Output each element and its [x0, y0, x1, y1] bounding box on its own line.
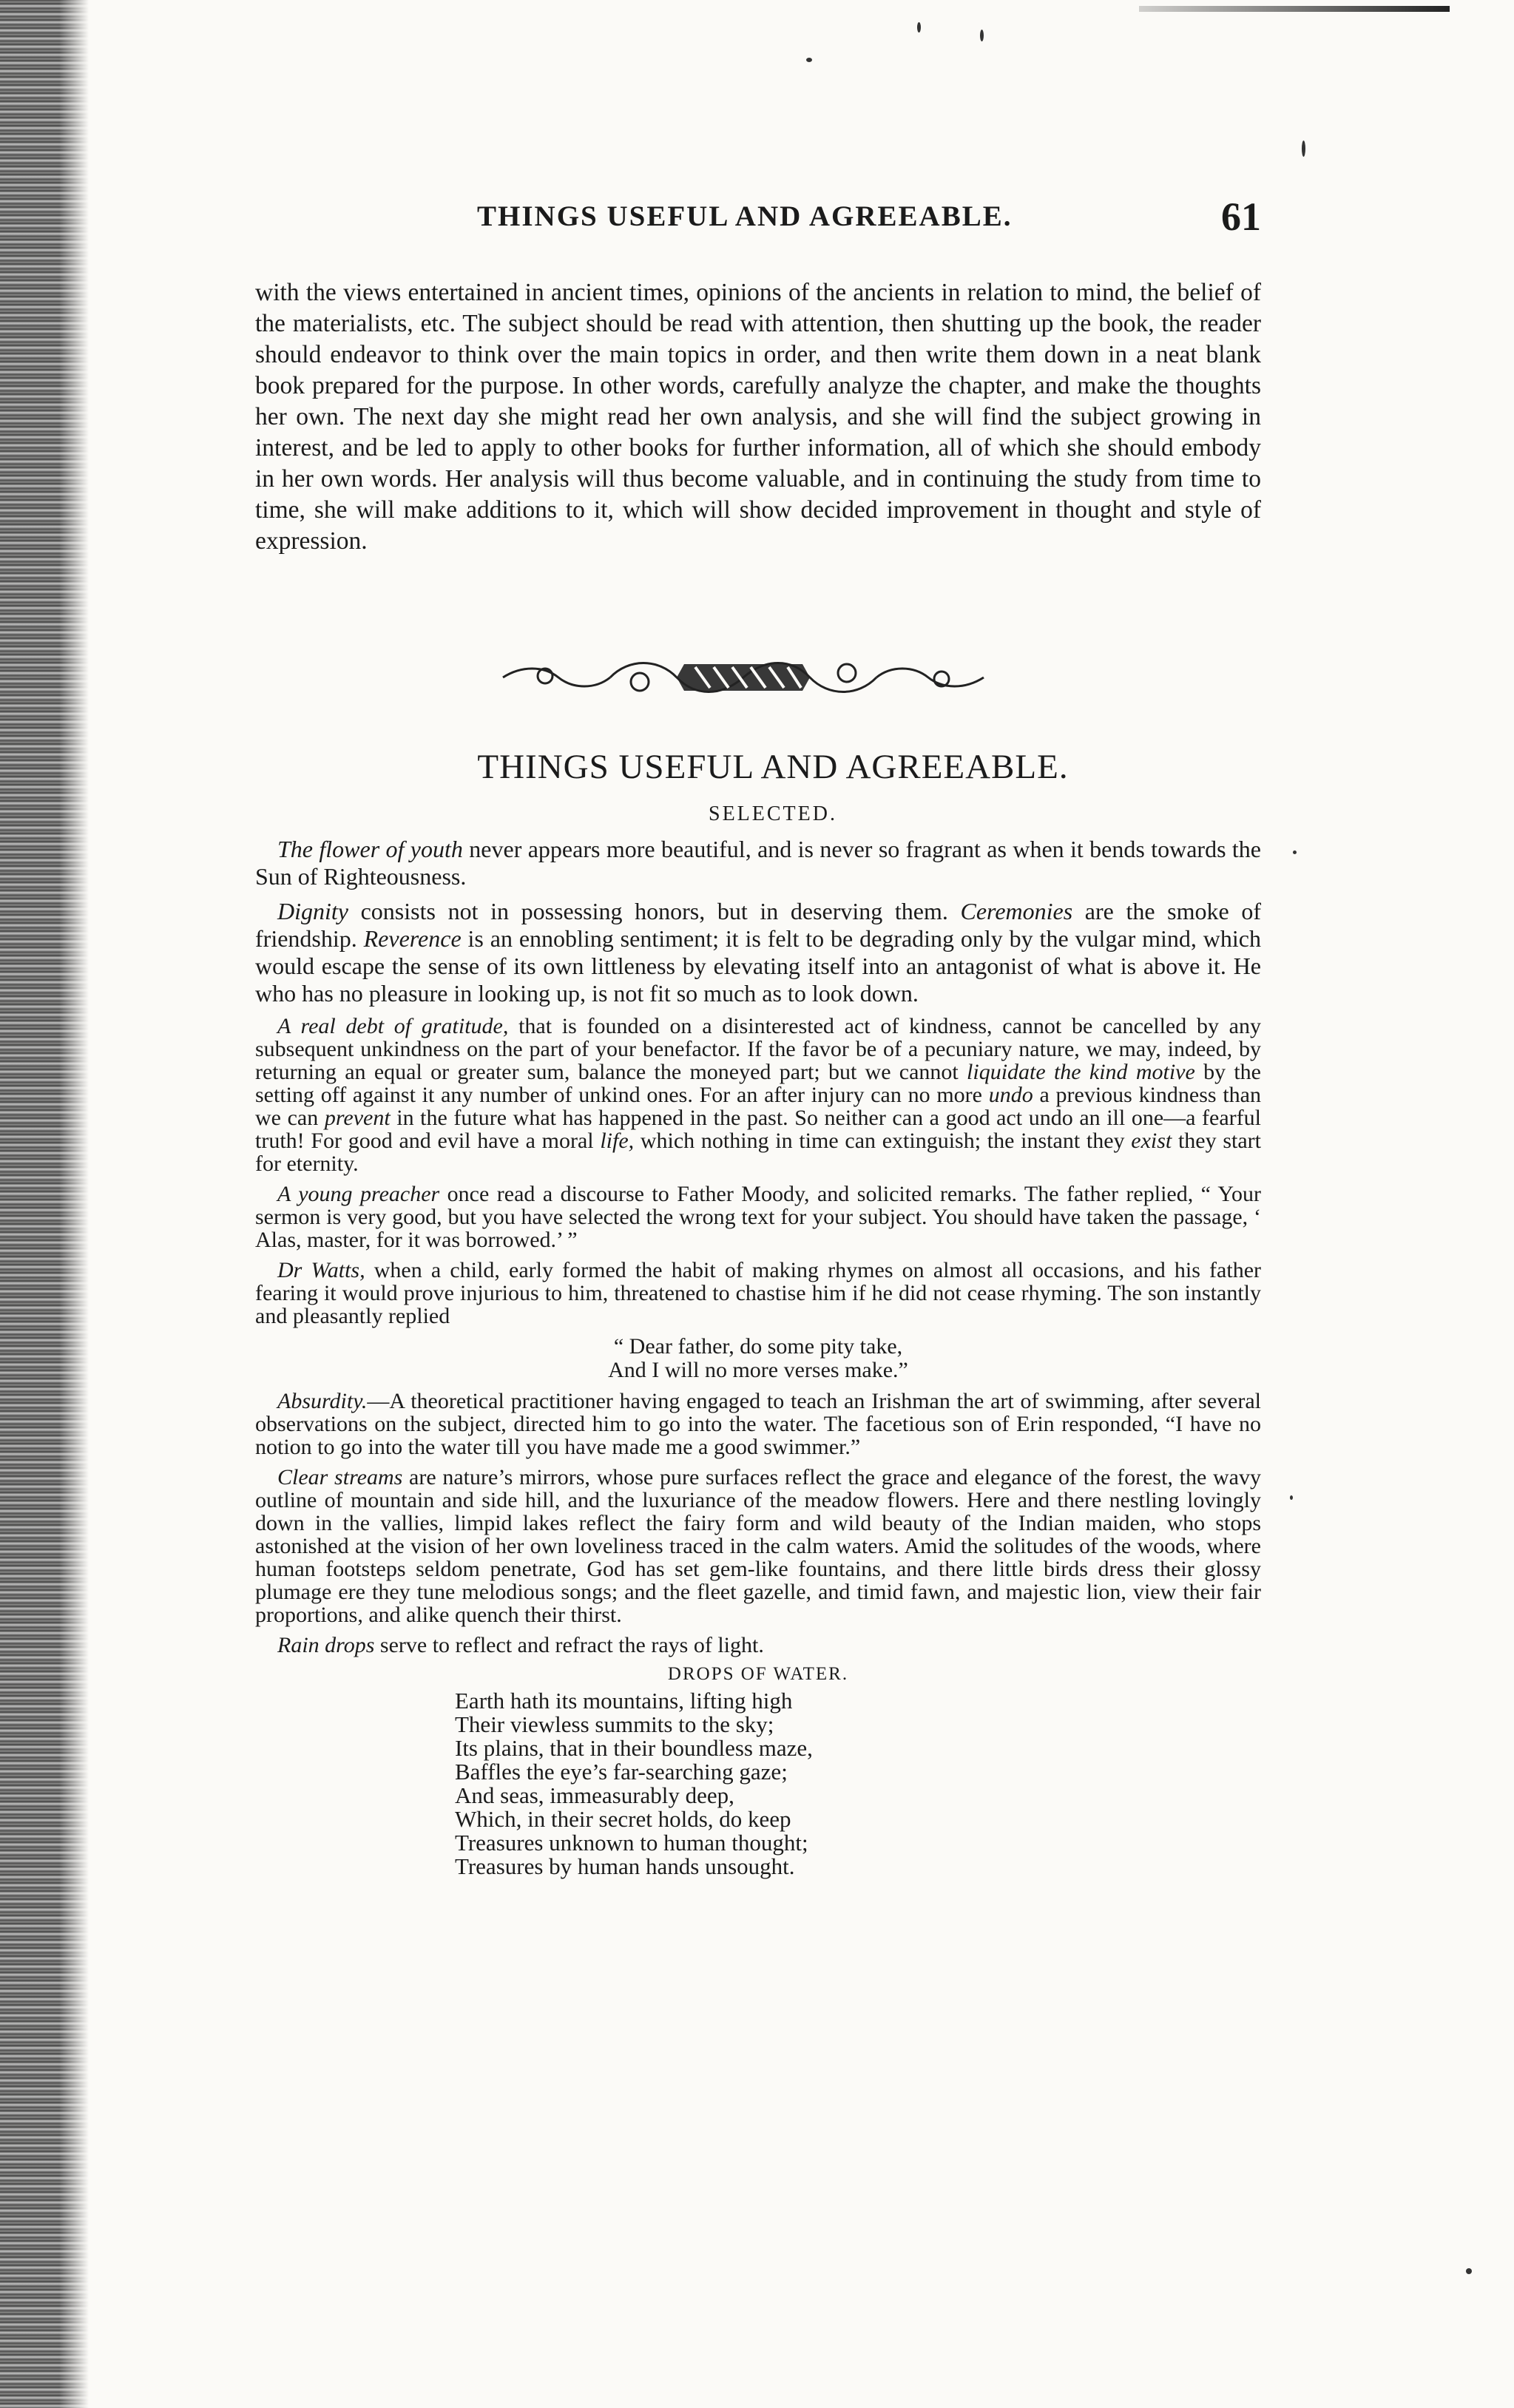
poem-line: Earth hath its mountains, lifting high [455, 1688, 793, 1714]
lead-phrase: Ceremonies [960, 898, 1073, 924]
paragraph-flower-of-youth [255, 836, 1261, 890]
scan-speck [980, 30, 984, 41]
paragraph-absurdity [255, 1390, 1261, 1458]
lead-phrase: Absurdity. [277, 1389, 368, 1413]
lead-phrase: A young preacher [277, 1182, 440, 1206]
lead-phrase: Clear streams [277, 1465, 403, 1489]
verse-line: “ Dear father, do some pity take, [613, 1334, 903, 1359]
paragraph-rain-drops [255, 1634, 1261, 1657]
italic-phrase: undo [988, 1083, 1033, 1107]
decorative-divider-ornament [499, 651, 987, 703]
poem-line: Its plains, that in their boundless maze, [455, 1735, 813, 1761]
paragraph-text: never appears more beautiful, and is never so fragrant as when it bends towards the Sun of Righteousness. [255, 836, 1262, 890]
book-binding-edge [0, 0, 89, 2408]
running-title: THINGS USEFUL AND AGREEABLE. [477, 200, 1013, 232]
poem-title: DROPS OF WATER. [667, 1664, 849, 1684]
paragraph-text: that is founded on a disinterested act of kindness, cannot be cancelled by any subsequent unkindness on the part of your benefactor. If the favor be of a pecuniary nature, we may, indeed, by returning an equal or greater sum, balance the moneyed part; but we cannot [255, 1014, 1261, 1084]
running-head [255, 195, 1291, 244]
paragraph-text: —A theoretical practitioner having engaged to teach an Irishman the art of swimming, after several observations on the subject, directed him to go into the water. The facetious son of Erin responded, “I have no notion to go into the water till you have made me a good swimmer.” [255, 1389, 1261, 1459]
paragraph-young-preacher [255, 1183, 1261, 1251]
paragraph-text: consists not in possessing honors, but in deserving them. [348, 898, 961, 924]
italic-phrase: liquidate the kind motive [967, 1060, 1195, 1084]
scan-speck [1293, 850, 1297, 854]
scan-speck [1290, 1495, 1293, 1500]
paragraph-text: when a child, early formed the habit of making rhymes on almost all occasions, and his father fearing it would prove injurious to him, threatened to chastise him if he did not cease rhyming. The son instantly and pleasantly replied [255, 1258, 1262, 1328]
paragraph-text: a previous kindness than we can [255, 1083, 1261, 1130]
lead-phrase: Rain drops [277, 1633, 375, 1657]
continuation-paragraph: with the views entertained in ancient times, opinions of the ancients in relation to mind, the belief of the materialists, etc. The subject should be read with attention, then shutting up the book, the reader should endeavor to think over the main topics in order, and then write them down in a neat blank book prepared for the purpose. In other words, carefully analyze the chapter, and make the thoughts her own. The next day she might read her own analysis, and she will find the subject growing in interest, and be led to apply to other books for further information, all of which she should embody in her own words. Her analysis will thus become valuable, and in continuing the study from time to time, she will make additions to it, which will show decided improvement in thought and style of expression. [255, 279, 1261, 555]
lead-phrase: Dr Watts, [277, 1258, 365, 1282]
poem [455, 1689, 1261, 1878]
paragraph-dr-watts [255, 1259, 1261, 1328]
scan-speck [1302, 141, 1305, 157]
paragraph-text: which nothing in time can extinguish; the instant they [634, 1129, 1132, 1153]
poem-line: Baffles the eye’s far-searching gaze; [455, 1759, 788, 1785]
poem-line: Their viewless summits to the sky; [455, 1711, 774, 1737]
article-body [255, 836, 1261, 1878]
scan-edge-mark [1139, 6, 1450, 12]
verse-line: And I will no more verses make.” [608, 1358, 908, 1382]
paragraph-text: is an ennobling sentiment; it is felt to be degrading only by the vulgar mind, which would escape the sense of its own littleness by elevating itself into an antagonist of what is above it. He who has no pleasure in looking up, is not fit so much as to look down. [255, 925, 1262, 1007]
paragraph-dignity [255, 898, 1261, 1007]
lead-phrase: Dignity [277, 898, 348, 924]
article-title: THINGS USEFUL AND AGREEABLE. [477, 748, 1069, 786]
paragraph-text: serve to reflect and refract the rays of light. [374, 1633, 764, 1657]
poem-line: Treasures by human hands unsought. [455, 1853, 795, 1879]
lead-phrase: Reverence [363, 925, 462, 952]
italic-phrase: life, [600, 1129, 635, 1153]
paragraph-gratitude [255, 1015, 1261, 1175]
italic-phrase: prevent [324, 1106, 391, 1130]
watts-verse [255, 1335, 1261, 1382]
paragraph-text: are nature’s mirrors, whose pure surfaces reflect the grace and elegance of the forest, the wavy outline of mountain and side hill, and the luxuriance of the meadow flowers. Here and there nestling lovingly down in the vallies, limpid lakes reflect the fairy form and wild beauty of the Indian maiden, who stops astonished at the vision of her own loveliness traced in the calm waters. Amid the solitudes of the woods, where human footsteps seldom penetrate, God has set gem-like fountains, and there little birds dress their glossy plumage ere they tune melodious songs; and the fleet gazelle, and timid fawn, and majestic lion, view their fair proportions, and alike quench their thirst. [255, 1465, 1261, 1627]
article-subtitle: SELECTED. [709, 802, 837, 825]
poem-line: And seas, immeasurably deep, [455, 1782, 734, 1808]
poem-line: Which, in their secret holds, do keep [455, 1806, 791, 1832]
scan-speck [806, 58, 812, 62]
page-number: 61 [1221, 195, 1261, 239]
paragraph-text: they start for eternity. [255, 1129, 1261, 1176]
lead-phrase: The flower of youth [277, 836, 463, 862]
lead-phrase: A real debt of gratitude, [277, 1014, 509, 1038]
scan-speck [917, 22, 921, 33]
paragraph-text: by the setting off against it any number of unkind ones. For an after injury can no more [255, 1060, 1261, 1107]
italic-phrase: exist [1131, 1129, 1172, 1153]
paragraph-clear-streams [255, 1466, 1261, 1626]
paragraph-text: are the smoke of friendship. [255, 898, 1262, 952]
paragraph-text: once read a discourse to Father Moody, and solicited remarks. The father replied, “ Your sermon is very good, but you have selected the wrong text for your subject. You should have taken the passage, ‘ Alas, master, for it was borrowed.’ ” [255, 1182, 1262, 1252]
poem-line: Treasures unknown to human thought; [455, 1830, 808, 1856]
paragraph-text: in the future what has happened in the past. So neither can a good act undo an ill one—a fearful truth! For good and evil have a moral [255, 1106, 1261, 1153]
scan-speck [1466, 2268, 1472, 2274]
